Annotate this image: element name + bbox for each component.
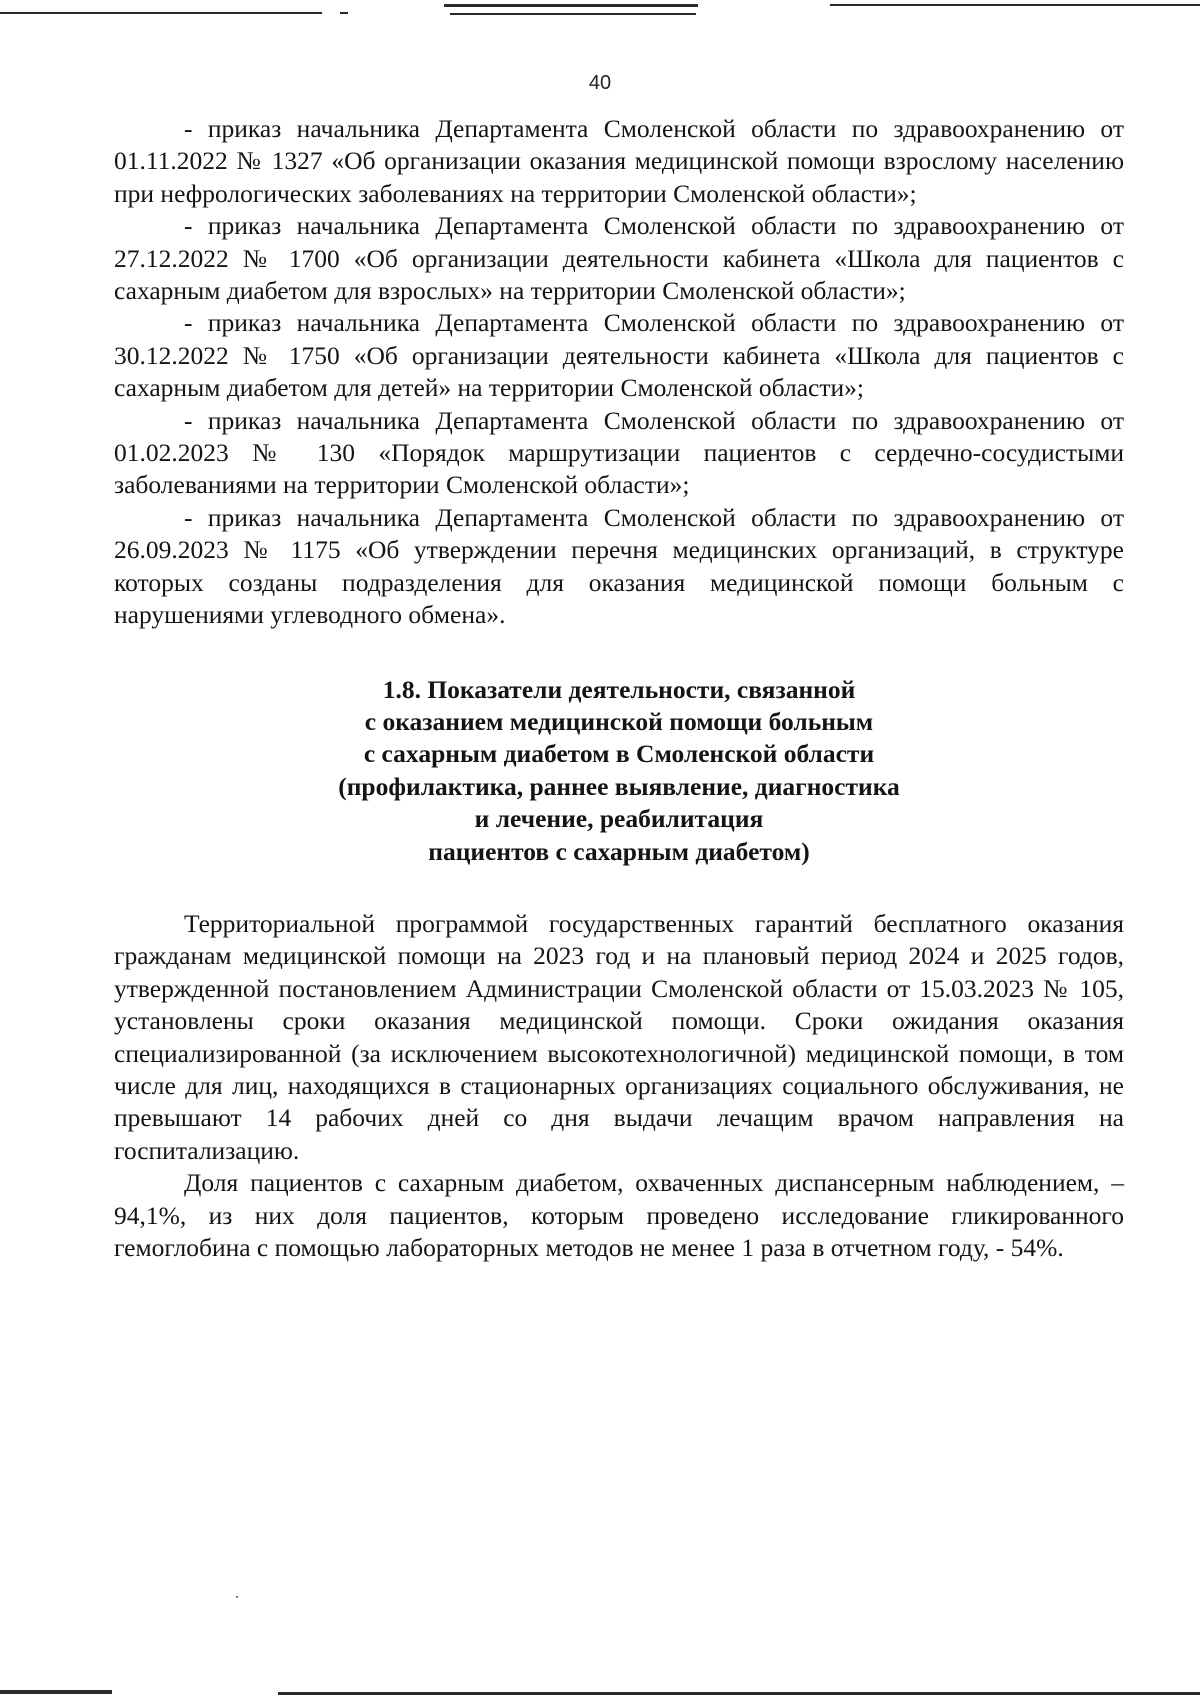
- order-item: - приказ начальника Департамента Смоленской области по здравоохранению от 30.12.2022 № 1750 «Об организации деятельности кабинета «Школа для пациентов с сахарным диабетом для детей» на территории Смоленской области»;: [114, 308, 1124, 403]
- section-heading-line: (профилактика, раннее выявление, диагностика: [338, 771, 900, 801]
- order-item: - приказ начальника Департамента Смоленской области по здравоохранению от 27.12.2022 № 1700 «Об организации деятельности кабинета «Школа для пациентов с сахарным диабетом для взрослых» на территории Смоленской области»;: [114, 211, 1124, 306]
- section-heading-line: и лечение, реабилитация: [474, 804, 764, 834]
- scan-artifact-top-2: [340, 12, 348, 14]
- section-heading-line: с сахарным диабетом в Смоленской области: [363, 739, 875, 769]
- scan-artifact-top-4: [450, 13, 696, 15]
- body-paragraph: Территориальной программой государственных гарантий бесплатного оказания гражданам медицинской помощи на 2023 год и на плановый период 2024 и 2025 годов, утвержденной постановлением Администрации Смоленской области от 15.03.2023 № 105, установлены сроки оказания медицинской помощи. Сроки ожидания оказания специализированной (за исключением высокотехнологичной) медицинской помощи, в том числе для лиц, находящихся в стационарных организациях социального обслуживания, не превышают 14 рабочих дней со дня выдачи лечащим врачом направления на госпитализацию.: [114, 908, 1124, 1165]
- order-item: - приказ начальника Департамента Смоленской области по здравоохранению от 01.02.2023 № 130 «Порядок маршрутизации пациентов с сердечно-сосудистыми заболеваниями на территории Смоленской области»;: [114, 405, 1124, 500]
- scan-speck: [236, 1596, 238, 1598]
- body-paragraph: Доля пациентов с сахарным диабетом, охваченных диспансерным наблюдением, – 94,1%, из них доля пациентов, которым проведено исследование гликированного гемоглобина с помощью лабораторных методов не менее 1 раза в отчетном году, - 54%.: [114, 1168, 1124, 1262]
- scan-artifact-bottom-1: [0, 1690, 112, 1694]
- scan-artifact-top-5: [830, 4, 1200, 6]
- order-item: - приказ начальника Департамента Смоленской области по здравоохранению от 01.11.2022 № 1327 «Об организации оказания медицинской помощи взрослому населению при нефрологических заболеваниях на территории Смоленской области»;: [114, 114, 1124, 208]
- section-heading: [114, 674, 1124, 868]
- section-heading-line: 1.8. Показатели деятельности, связанной: [382, 674, 856, 704]
- section-heading-line: пациентов с сахарным диабетом): [428, 836, 810, 866]
- scan-artifact-top-3: [444, 4, 698, 7]
- scan-artifact-bottom-2: [278, 1692, 1200, 1695]
- page-number: 40: [588, 72, 612, 94]
- document-body: [114, 113, 1124, 1264]
- scan-artifact-top-1: [0, 12, 322, 14]
- order-item: - приказ начальника Департамента Смоленской области по здравоохранению от 26.09.2023 № 1175 «Об утверждении перечня медицинских организаций, в структуре которых созданы подразделения для оказания медицинской помощи больным с нарушениями углеводного обмена».: [114, 502, 1124, 630]
- section-heading-line: с оказанием медицинской помощи больным: [364, 706, 874, 736]
